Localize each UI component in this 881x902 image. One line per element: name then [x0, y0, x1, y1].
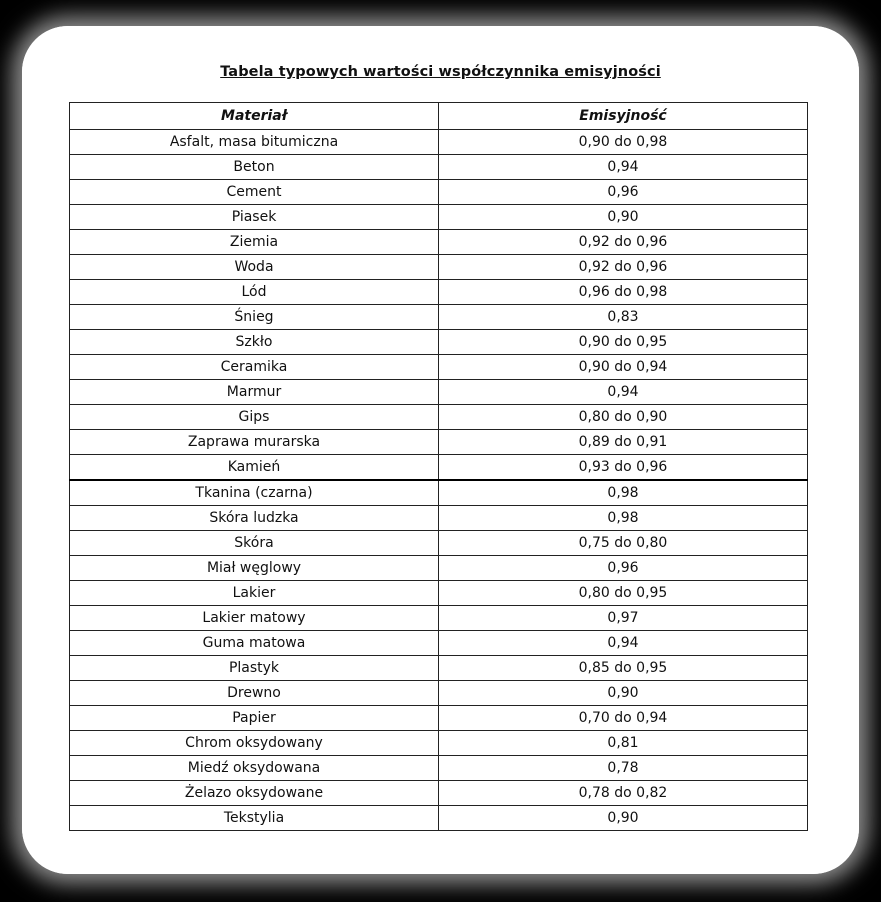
- material-cell: Żelazo oksydowane: [70, 781, 439, 806]
- table-header-row: [70, 103, 808, 130]
- emissivity-cell: 0,93 do 0,96: [439, 455, 808, 481]
- material-cell: Tekstylia: [70, 806, 439, 831]
- emissivity-cell: 0,75 do 0,80: [439, 531, 808, 556]
- emissivity-cell: 0,80 do 0,90: [439, 405, 808, 430]
- material-cell: Kamień: [70, 455, 439, 481]
- header-emissivity: Emisyjność: [439, 103, 808, 130]
- emissivity-cell: 0,96: [439, 180, 808, 205]
- emissivity-cell: 0,92 do 0,96: [439, 255, 808, 280]
- emissivity-cell: 0,96 do 0,98: [439, 280, 808, 305]
- material-cell: Guma matowa: [70, 631, 439, 656]
- material-cell: Miał węglowy: [70, 556, 439, 581]
- table-row: [70, 480, 808, 506]
- material-cell: Asfalt, masa bitumiczna: [70, 130, 439, 155]
- emissivity-cell: 0,90: [439, 806, 808, 831]
- table-row: [70, 305, 808, 330]
- table-row: [70, 606, 808, 631]
- table-row: [70, 230, 808, 255]
- material-cell: Woda: [70, 255, 439, 280]
- emissivity-cell: 0,94: [439, 380, 808, 405]
- material-cell: Lakier: [70, 581, 439, 606]
- table-row: [70, 205, 808, 230]
- material-cell: Lakier matowy: [70, 606, 439, 631]
- header-material: Materiał: [70, 103, 439, 130]
- emissivity-cell: 0,89 do 0,91: [439, 430, 808, 455]
- emissivity-cell: 0,90 do 0,95: [439, 330, 808, 355]
- material-cell: Plastyk: [70, 656, 439, 681]
- emissivity-cell: 0,96: [439, 556, 808, 581]
- emissivity-table: [69, 102, 808, 831]
- emissivity-cell: 0,90: [439, 205, 808, 230]
- table-row: [70, 656, 808, 681]
- emissivity-cell: 0,97: [439, 606, 808, 631]
- material-cell: Śnieg: [70, 305, 439, 330]
- table-row: [70, 405, 808, 430]
- emissivity-cell: 0,81: [439, 731, 808, 756]
- table-body: [70, 130, 808, 831]
- emissivity-cell: 0,98: [439, 480, 808, 506]
- emissivity-cell: 0,90: [439, 681, 808, 706]
- table-row: [70, 455, 808, 481]
- emissivity-cell: 0,90 do 0,94: [439, 355, 808, 380]
- material-cell: Marmur: [70, 380, 439, 405]
- table-row: [70, 631, 808, 656]
- table-row: [70, 781, 808, 806]
- material-cell: Zaprawa murarska: [70, 430, 439, 455]
- table-row: [70, 581, 808, 606]
- emissivity-cell: 0,94: [439, 155, 808, 180]
- table-row: [70, 430, 808, 455]
- table-row: [70, 155, 808, 180]
- table-row: [70, 706, 808, 731]
- emissivity-cell: 0,85 do 0,95: [439, 656, 808, 681]
- material-cell: Beton: [70, 155, 439, 180]
- material-cell: Piasek: [70, 205, 439, 230]
- material-cell: Skóra ludzka: [70, 506, 439, 531]
- material-cell: Lód: [70, 280, 439, 305]
- emissivity-cell: 0,94: [439, 631, 808, 656]
- material-cell: Tkanina (czarna): [70, 480, 439, 506]
- table-row: [70, 556, 808, 581]
- emissivity-cell: 0,98: [439, 506, 808, 531]
- emissivity-cell: 0,90 do 0,98: [439, 130, 808, 155]
- material-cell: Szkło: [70, 330, 439, 355]
- material-cell: Cement: [70, 180, 439, 205]
- emissivity-cell: 0,83: [439, 305, 808, 330]
- material-cell: Drewno: [70, 681, 439, 706]
- table-row: [70, 731, 808, 756]
- table-row: [70, 380, 808, 405]
- table-row: [70, 330, 808, 355]
- material-cell: Chrom oksydowany: [70, 731, 439, 756]
- table-title: Tabela typowych wartości współczynnika emisyjności: [220, 64, 661, 80]
- emissivity-cell: 0,70 do 0,94: [439, 706, 808, 731]
- table-row: [70, 806, 808, 831]
- table-row: [70, 506, 808, 531]
- material-cell: Skóra: [70, 531, 439, 556]
- table-row: [70, 756, 808, 781]
- material-cell: Miedź oksydowana: [70, 756, 439, 781]
- table-row: [70, 180, 808, 205]
- table-row: [70, 681, 808, 706]
- table-row: [70, 355, 808, 380]
- table-row: [70, 280, 808, 305]
- emissivity-cell: 0,92 do 0,96: [439, 230, 808, 255]
- material-cell: Papier: [70, 706, 439, 731]
- table-row: [70, 255, 808, 280]
- emissivity-cell: 0,78 do 0,82: [439, 781, 808, 806]
- emissivity-cell: 0,78: [439, 756, 808, 781]
- material-cell: Ziemia: [70, 230, 439, 255]
- emissivity-cell: 0,80 do 0,95: [439, 581, 808, 606]
- material-cell: Ceramika: [70, 355, 439, 380]
- table-row: [70, 531, 808, 556]
- table-row: [70, 130, 808, 155]
- material-cell: Gips: [70, 405, 439, 430]
